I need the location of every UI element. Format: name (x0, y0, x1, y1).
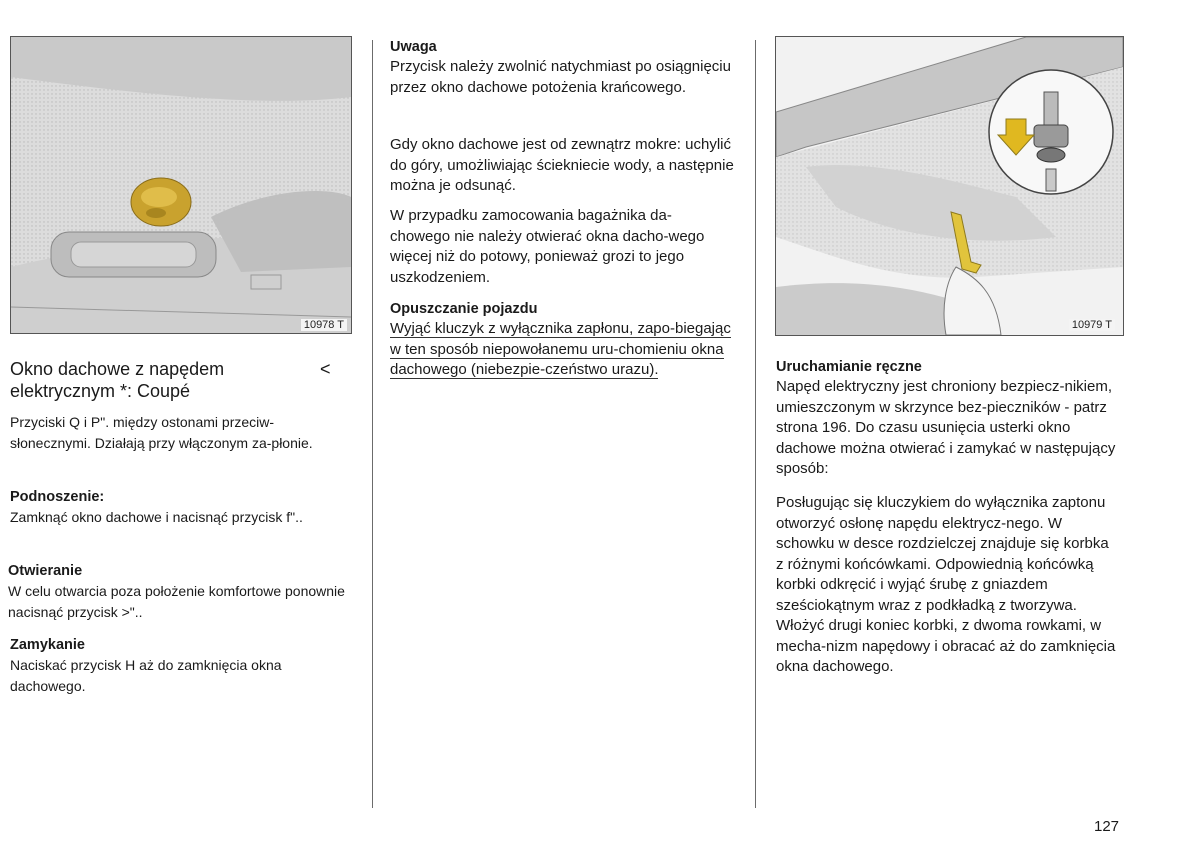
figure-roof-buttons (10, 36, 352, 334)
opuszczanie-text (390, 319, 735, 381)
zamykanie-text: Naciskać przycisk H aż do zamknięcia okna dachowego. (10, 657, 282, 694)
roof-rack-text: W przypadku zamocowania bagażnika da-chowego nie należy otwierać okna dacho-wego więcej niż do potowy, ponieważ grozi to jego uszkodzeniem. (390, 207, 705, 286)
podnoszenie-section (10, 488, 340, 528)
opuszczanie-heading: Opuszczanie pojazdu (390, 301, 538, 317)
crank-illustration (776, 37, 1123, 335)
opuszczanie-section (390, 300, 735, 381)
column-divider-left (372, 40, 373, 808)
figure-label-right: 10979 T (1069, 319, 1115, 331)
section-title (10, 358, 355, 402)
wet-roof-paragraph (390, 135, 735, 197)
opuszczanie-text-content: Wyjąć kluczyk z wyłącznika zapłonu, zapo-biegając w ten sposób niepowołanemu uru-chomieniu okna dachowego (niebezpie-czeństwo urazu). (390, 320, 731, 378)
uwaga-section (390, 38, 735, 98)
figure-manual-crank (775, 36, 1124, 336)
uwaga-heading: Uwaga (390, 39, 437, 55)
crank-instructions-text: Posługując się kluczykiem do wyłącznika zaptonu otworzyć osłonę napędu elektrycz-nego. W schowku w desce rozdzielczej znajduje się korbka z różnymi końcówkami. Odpowiednią końcówką korbki odkręcić i wyjąć śrubę z gniazdem sześciokątnym wraz z podkładką z tworzywa. Włożyć drugi koniec korbki, z dwoma rowkami, w mecha-nizm napędowy i obracać aż do zamknięcia okna dachowego. (776, 494, 1116, 675)
figure-label: 10978 T (301, 319, 347, 331)
roof-rack-paragraph (390, 206, 730, 288)
uruchamianie-heading: Uruchamianie ręczne (776, 359, 922, 375)
wet-roof-text: Gdy okno dachowe jest od zewnątrz mokre: uchylić do góry, umożliwiając ściekniecie wody, a następnie można je odsunąć. (390, 136, 734, 194)
section-title-marker: < (320, 359, 331, 379)
section-title-block (10, 358, 355, 402)
podnoszenie-text: Zamknąć okno dachowe i nacisnąć przycisk f".. (10, 509, 303, 525)
section-title-line2: elektrycznym *: Coupé (10, 381, 191, 401)
intro-text: Przyciski Q i P". między ostonami przeciw-słonecznymi. Działają przy włączonym za-płonie. (10, 414, 313, 451)
otwieranie-section (8, 562, 353, 623)
podnoszenie-heading: Podnoszenie: (10, 489, 105, 505)
otwieranie-heading: Otwieranie (8, 563, 83, 579)
intro-paragraph (10, 412, 340, 454)
column-divider-right (755, 40, 756, 808)
interior-roof-illustration (11, 37, 351, 333)
zamykanie-heading: Zamykanie (10, 637, 85, 653)
uwaga-text: Przycisk należy zwolnić natychmiast po osiągnięciu przez okno dachowe potożenia krańcowego. (390, 58, 731, 96)
otwieranie-text: W celu otwarcia poza położenie komfortowe ponownie nacisnąć przycisk >".. (8, 583, 345, 620)
uruchamianie-section (776, 358, 1121, 480)
section-title-line1: Okno dachowe z napędem (10, 359, 225, 379)
page-number: 127 (1094, 818, 1120, 835)
zamykanie-section (10, 636, 340, 697)
uruchamianie-text: Napęd elektryczny jest chroniony bezpiecz-nikiem, umieszczonym w skrzynce bez-pieczników - patrz strona 196. Do czasu usunięcia usterki okno dachowe można otwierać i zamykać w następujący sposób: (776, 378, 1116, 477)
crank-instructions-paragraph (776, 493, 1116, 678)
